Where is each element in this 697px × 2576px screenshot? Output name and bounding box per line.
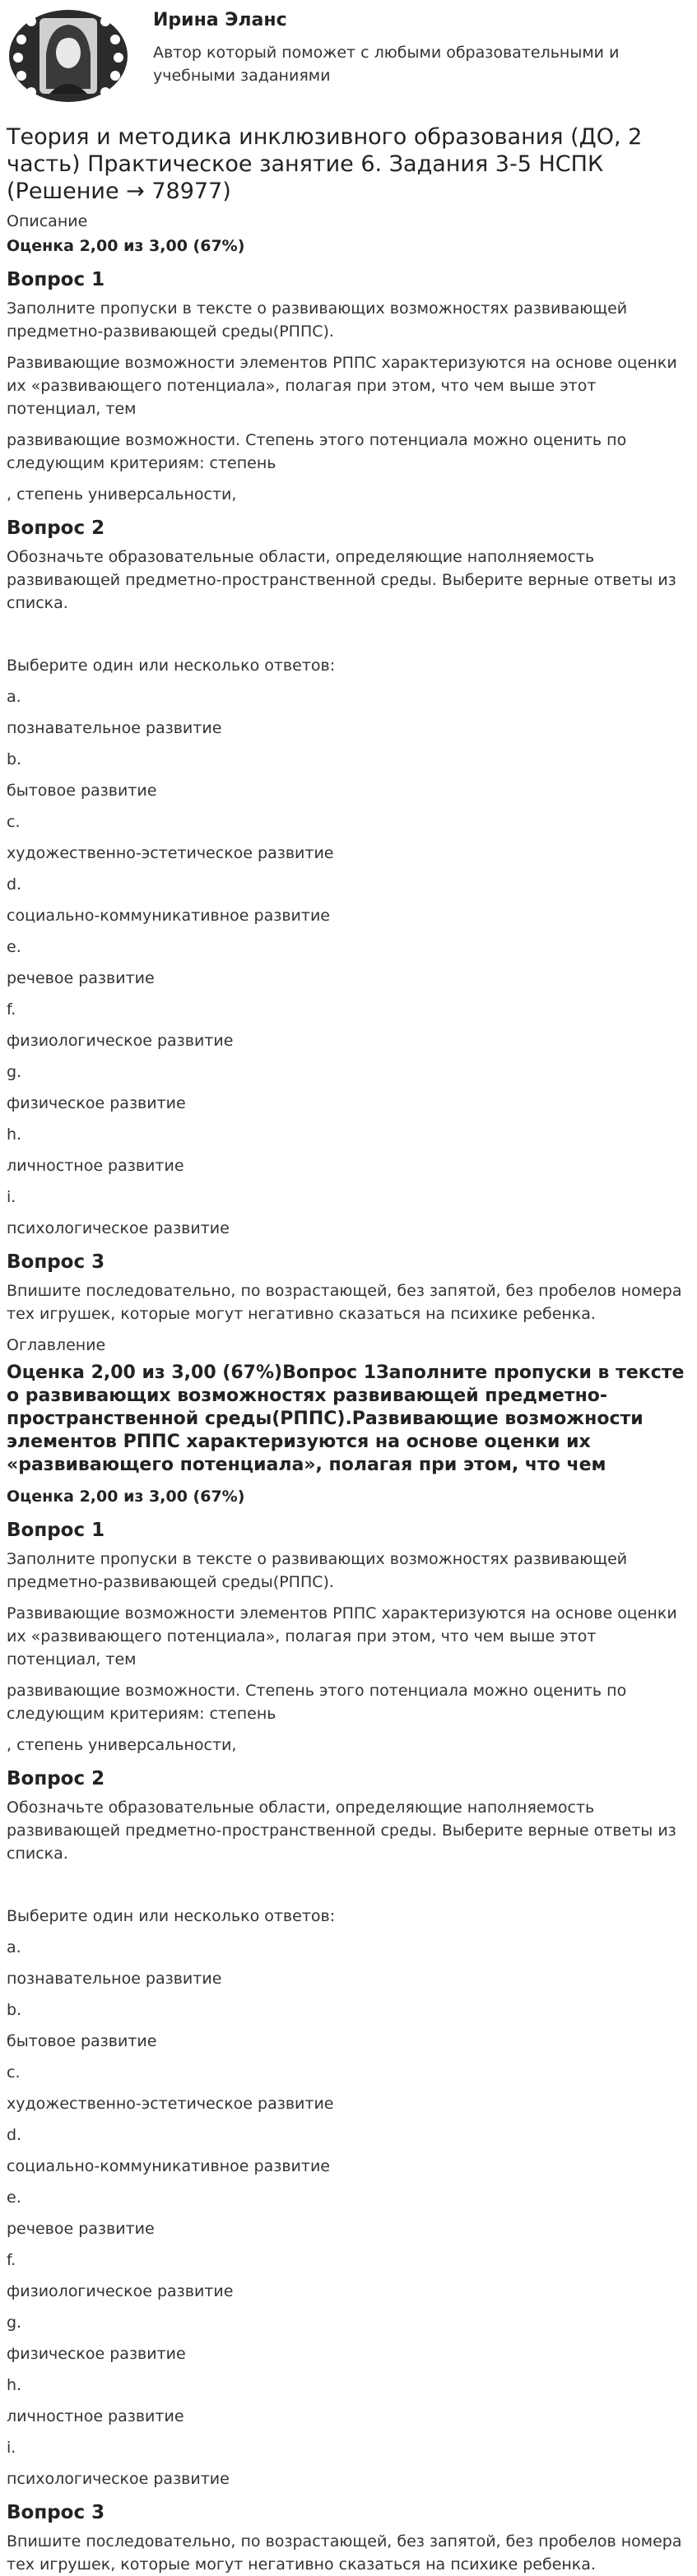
option-letter: d.	[7, 875, 22, 893]
option-text: личностное развитие	[7, 2407, 184, 2425]
author-info	[130, 7, 647, 87]
avatar-film-frame-icon	[7, 7, 130, 105]
question-3-text: Впишите последовательно, по возрастающей, без запятой, без пробелов номера тех игрушек, которые могут негативно сказаться на психике ребенка.	[7, 2532, 682, 2574]
option-letter: g.	[7, 1063, 22, 1081]
option-letter: h.	[7, 2376, 22, 2394]
option-text: психологическое развитие	[7, 1219, 230, 1237]
option-letter: b.	[7, 750, 22, 768]
description-section	[7, 210, 690, 1325]
question-1-text: развивающие возможности. Степень этого потенциала можно оценить по следующим критериям: степень	[7, 431, 627, 472]
option-letter: b.	[7, 2001, 22, 2019]
toc-label: Оглавление	[7, 1336, 106, 1354]
option-letter: f.	[7, 1000, 16, 1019]
question-1-text: Развивающие возможности элементов РППС характеризуются на основе оценки их «развивающего потенциала», полагая при этом, что чем выше этот потенциал, тем	[7, 354, 677, 418]
option-text: познавательное развитие	[7, 719, 222, 737]
question-3	[7, 1248, 690, 1325]
option-letter: i.	[7, 1188, 16, 1206]
question-1-text: Развивающие возможности элементов РППС характеризуются на основе оценки их «развивающего потенциала», полагая при этом, что чем выше этот потенциал, тем	[7, 1604, 677, 1669]
option-text: речевое развитие	[7, 969, 155, 987]
question-1-text: Заполните пропуски в тексте о развивающих возможностях развивающей предметно-развивающей среды(РППС).	[7, 299, 628, 341]
question-1	[7, 266, 690, 506]
question-2-heading: Вопрос 2	[7, 518, 105, 539]
option-letter: e.	[7, 2188, 21, 2207]
grade: Оценка 2,00 из 3,00 (67%)	[7, 1488, 245, 1506]
question-2-heading: Вопрос 2	[7, 1768, 105, 1789]
question-2-text: Обозначьте образовательные области, определяющие наполняемость развивающей предметно-пространственной среды. Выберите верные ответы из списка.	[7, 548, 676, 612]
option-letter: a.	[7, 1938, 21, 1956]
option-letter: e.	[7, 938, 21, 956]
avatar[interactable]	[7, 7, 130, 105]
question-1-text: , степень универсальности,	[7, 485, 237, 504]
toc-title: Оценка 2,00 из 3,00 (67%)Вопрос 1Заполните пропуски в тексте о развивающих возможностях развивающей предметно-пространственной среды(РППС).Развивающие возможности элементов РППС характеризуются на основе оценки их «развивающего потенциала», полагая при этом, что чем	[7, 1362, 685, 1475]
grade: Оценка 2,00 из 3,00 (67%)	[7, 237, 245, 255]
answer-prompt: Выберите один или несколько ответов:	[7, 1907, 336, 1925]
option-text: физиологическое развитие	[7, 2282, 234, 2300]
question-1-heading: Вопрос 1	[7, 269, 105, 290]
option-text: художественно-эстетическое развитие	[7, 2095, 334, 2113]
question-2-text: Обозначьте образовательные области, определяющие наполняемость развивающей предметно-пространственной среды. Выберите верные ответы из списка.	[7, 1799, 676, 1863]
toc-section	[7, 1334, 690, 2576]
question-3-heading: Вопрос 3	[7, 2502, 105, 2523]
description-label: Описание	[7, 212, 88, 230]
option-text: социально-коммуникативное развитие	[7, 2157, 330, 2175]
option-text: личностное развитие	[7, 1157, 184, 1175]
question-3-heading: Вопрос 3	[7, 1251, 105, 1273]
option-letter: i.	[7, 2439, 16, 2457]
option-letter: d.	[7, 2126, 22, 2144]
author-name[interactable]: Ирина Эланс	[153, 10, 287, 30]
option-letter: f.	[7, 2251, 16, 2269]
answer-prompt: Выберите один или несколько ответов:	[7, 657, 336, 675]
question-1-text: , степень универсальности,	[7, 1736, 237, 1754]
option-letter: h.	[7, 1126, 22, 1144]
question-3-text: Впишите последовательно, по возрастающей, без запятой, без пробелов номера тех игрушек, которые могут негативно сказаться на психике ребенка.	[7, 1282, 682, 1323]
option-text: физическое развитие	[7, 1094, 186, 1112]
option-text: физическое развитие	[7, 2345, 186, 2363]
option-letter: c.	[7, 2063, 21, 2082]
author-description: Автор который поможет с любыми образовательными и учебными заданиями	[153, 44, 620, 85]
question-1-heading: Вопрос 1	[7, 1520, 105, 1541]
option-text: познавательное развитие	[7, 1970, 222, 1988]
author-block	[7, 7, 690, 112]
option-text: бытовое развитие	[7, 2032, 157, 2050]
question-1	[7, 1516, 690, 1757]
option-text: бытовое развитие	[7, 782, 157, 800]
question-2	[7, 1765, 690, 2490]
option-text: художественно-эстетическое развитие	[7, 844, 334, 862]
option-text: физиологическое развитие	[7, 1032, 234, 1050]
option-text: социально-коммуникативное развитие	[7, 907, 330, 925]
question-2	[7, 514, 690, 1240]
question-1-text: Заполните пропуски в тексте о развивающих возможностях развивающей предметно-развивающей среды(РППС).	[7, 1550, 628, 1591]
option-letter: c.	[7, 813, 21, 831]
question-3	[7, 2499, 690, 2576]
question-1-text: развивающие возможности. Степень этого потенциала можно оценить по следующим критериям: степень	[7, 1682, 627, 1723]
document-title: Теория и методика инклюзивного образования (ДО, 2 часть) Практическое занятие 6. Задания 3-5 НСПК (Решение → 78977)	[7, 124, 643, 204]
option-letter: a.	[7, 688, 21, 706]
option-text: речевое развитие	[7, 2220, 155, 2238]
option-letter: g.	[7, 2314, 22, 2332]
option-text: психологическое развитие	[7, 2470, 230, 2488]
